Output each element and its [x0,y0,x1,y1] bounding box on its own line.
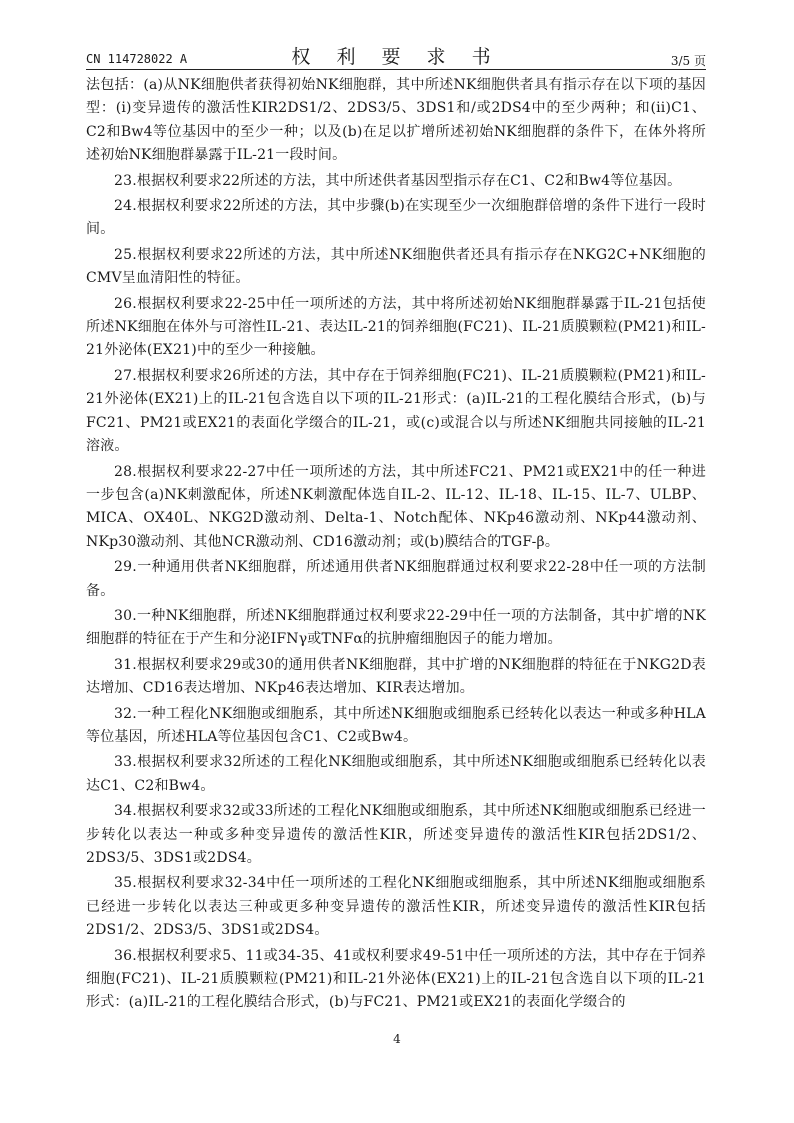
header-rule [86,69,706,70]
claim-paragraph: 36.根据权利要求5、11或34-35、41或权利要求49-51中任一项所述的方法，其中存在于饲养细胞(FC21)、IL-21质膜颗粒(PM21)和IL-21外泌体(EX21)上的IL-21包含选自以下项的IL-21形式：(a)IL-21的工程化膜结合形式，(b)与FC21、PM21或EX21的表面化学缀合的 [86,947,706,1011]
page-header [86,38,706,68]
claim-paragraph: 35.根据权利要求32-34中任一项所述的工程化NK细胞或细胞系，其中所述NK细胞或细胞系已经进一步转化以表达三种或更多种变异遗传的激活性KIR，所述变异遗传的激活性KIR包括2DS1/2、2DS3/5、3DS1或2DS4。 [86,875,706,939]
claim-paragraph: 27.根据权利要求26所述的方法，其中存在于饲养细胞(FC21)、IL-21质膜颗粒(PM21)和IL-21外泌体(EX21)上的IL-21包含选自以下项的IL-21形式：(a)IL-21的工程化膜结合形式，(b)与FC21、PM21或EX21的表面化学缀合的IL-21，或(c)或混合以与所述NK细胞共同接触的IL-21溶液。 [86,367,706,455]
claim-paragraph: 33.根据权利要求32所述的工程化NK细胞或细胞系，其中所述NK细胞或细胞系已经转化以表达C1、C2和Bw4。 [86,754,706,794]
claim-paragraph: 法包括：(a)从NK细胞供者获得初始NK细胞群，其中所述NK细胞供者具有指示存在以下项的基因型：(i)变异遗传的激活性KIR2DS1/2、2DS3/5、3DS1和/或2DS4中的至少两种；和(ii)C1、C2和Bw4等位基因中的至少一种；以及(b)在足以扩增所述初始NK细胞群的条件下，在体外将所述初始NK细胞群暴露于IL-21一段时间。 [86,77,706,164]
claim-paragraph: 23.根据权利要求22所述的方法，其中所述供者基因型指示存在C1、C2和Bw4等位基因。 [114,172,682,189]
claim-paragraph: 28.根据权利要求22-27中任一项所述的方法，其中所述FC21、PM21或EX21中的任一种进一步包含(a)NK刺激配体，所述NK刺激配体选自IL-2、IL-12、IL-18、IL-15、IL-7、ULBP、MICA、OX40L、NKG2D激动剂、Delta-1、Notch配体、NKp46激动剂、NKp44激动剂、NKp30激动剂、其他NCR激动剂、CD16激动剂；或(b)膜结合的TGF-β。 [86,463,706,550]
page-number: 4 [393,1032,401,1046]
claim-paragraph: 30.一种NK细胞群，所述NK细胞群通过权利要求22-29中任一项的方法制备，其中扩增的NK细胞群的特征在于产生和分泌IFNγ或TNFα的抗肿瘤细胞因子的能力增加。 [86,607,706,648]
claim-paragraph: 34.根据权利要求32或33所述的工程化NK细胞或细胞系，其中所述NK细胞或细胞系已经进一步转化以表达一种或多种变异遗传的激活性KIR，所述变异遗传的激活性KIR包括2DS1/2、2DS3/5、3DS1或2DS4。 [86,803,706,866]
claim-paragraph: 29.一种通用供者NK细胞群，所述通用供者NK细胞群通过权利要求22-28中任一项的方法制备。 [86,559,706,599]
claim-paragraph: 25.根据权利要求22所述的方法，其中所述NK细胞供者还具有指示存在NKG2C+NK细胞的CMV呈血清阳性的特征。 [86,246,706,287]
claim-paragraph: 26.根据权利要求22-25中任一项所述的方法，其中将所述初始NK细胞群暴露于IL-21包括使所述NK细胞在体外与可溶性IL-21、表达IL-21的饲养细胞(FC21)、IL-21质膜颗粒(PM21)和IL-21外泌体(EX21)中的至少一种接触。 [86,295,706,359]
claim-paragraph: 32.一种工程化NK细胞或细胞系，其中所述NK细胞或细胞系已经转化以表达一种或多种HLA等位基因，所述HLA等位基因包含C1、C2或Bw4。 [86,705,706,745]
claim-paragraph: 31.根据权利要求29或30的通用供者NK细胞群，其中扩增的NK细胞群的特征在于NKG2D表达增加、CD16表达增加、NKp46表达增加、KIR表达增加。 [86,656,706,697]
claim-paragraph: 24.根据权利要求22所述的方法，其中步骤(b)在实现至少一次细胞群倍增的条件下进行一段时间。 [86,198,706,238]
document-number: CN 114728022 A [86,52,188,66]
document-title: 权 利 要 求 书 [291,46,501,68]
page-indicator: 3/5 页 [670,54,706,68]
claims-body [86,74,706,1017]
